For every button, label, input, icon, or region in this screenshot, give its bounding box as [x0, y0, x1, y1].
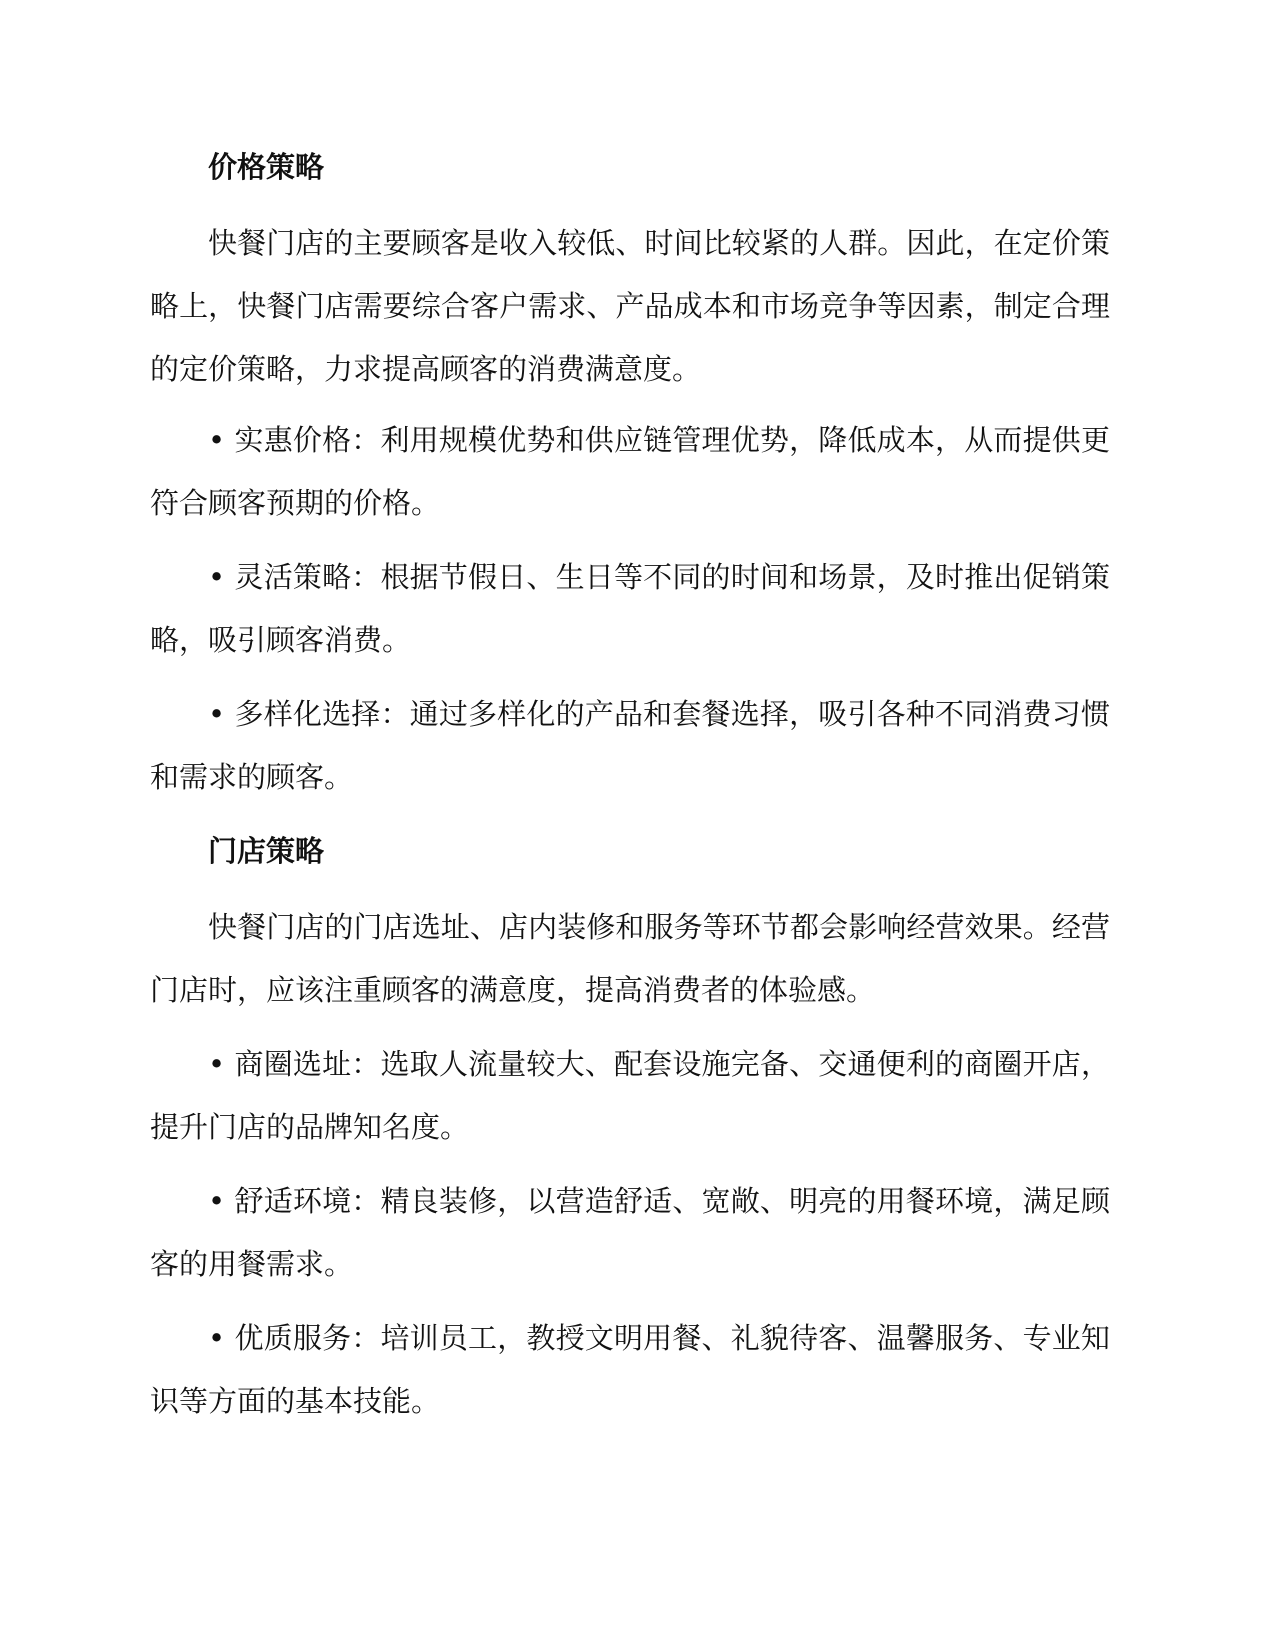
bullet-dot: •: [208, 1321, 226, 1355]
bullet-dot: •: [208, 697, 226, 731]
bullet-text: 舒适环境：精良装修，以营造舒适、宽敞、明亮的用餐环境，满足顾客的用餐需求。: [150, 1184, 1111, 1281]
section-heading-store: 门店策略: [208, 834, 325, 868]
pricing-bullet-flexible: [150, 546, 1110, 672]
bullet-text: 商圈选址：选取人流量较大、配套设施完备、交通便利的商圈开店，提升门店的品牌知名度。: [150, 1047, 1111, 1144]
store-bullet-environment: [150, 1170, 1110, 1296]
pricing-bullet-affordable: [150, 409, 1110, 535]
store-intro-paragraph: 快餐门店的门店选址、店内装修和服务等环节都会影响经营效果。经营门店时，应该注重顾客的满意度，提高消费者的体验感。: [150, 910, 1110, 1007]
pricing-intro-paragraph: 快餐门店的主要顾客是收入较低、时间比较紧的人群。因此，在定价策略上，快餐门店需要综合客户需求、产品成本和市场竞争等因素，制定合理的定价策略，力求提高顾客的消费满意度。: [150, 226, 1110, 386]
bullet-dot: •: [208, 1184, 226, 1218]
bullet-dot: •: [208, 560, 226, 594]
bullet-text: 实惠价格：利用规模优势和供应链管理优势，降低成本，从而提供更符合顾客预期的价格。: [150, 423, 1111, 520]
bullet-text: 灵活策略：根据节假日、生日等不同的时间和场景，及时推出促销策略，吸引顾客消费。: [150, 560, 1111, 657]
section-heading-pricing: 价格策略: [208, 150, 325, 184]
bullet-text: 优质服务：培训员工，教授文明用餐、礼貌待客、温馨服务、专业知识等方面的基本技能。: [150, 1321, 1111, 1418]
bullet-dot: •: [208, 423, 226, 457]
pricing-bullet-variety: [150, 683, 1110, 809]
store-bullet-service: [150, 1307, 1110, 1433]
store-bullet-location: [150, 1033, 1110, 1159]
bullet-dot: •: [208, 1047, 226, 1081]
bullet-text: 多样化选择：通过多样化的产品和套餐选择，吸引各种不同消费习惯和需求的顾客。: [150, 697, 1111, 794]
